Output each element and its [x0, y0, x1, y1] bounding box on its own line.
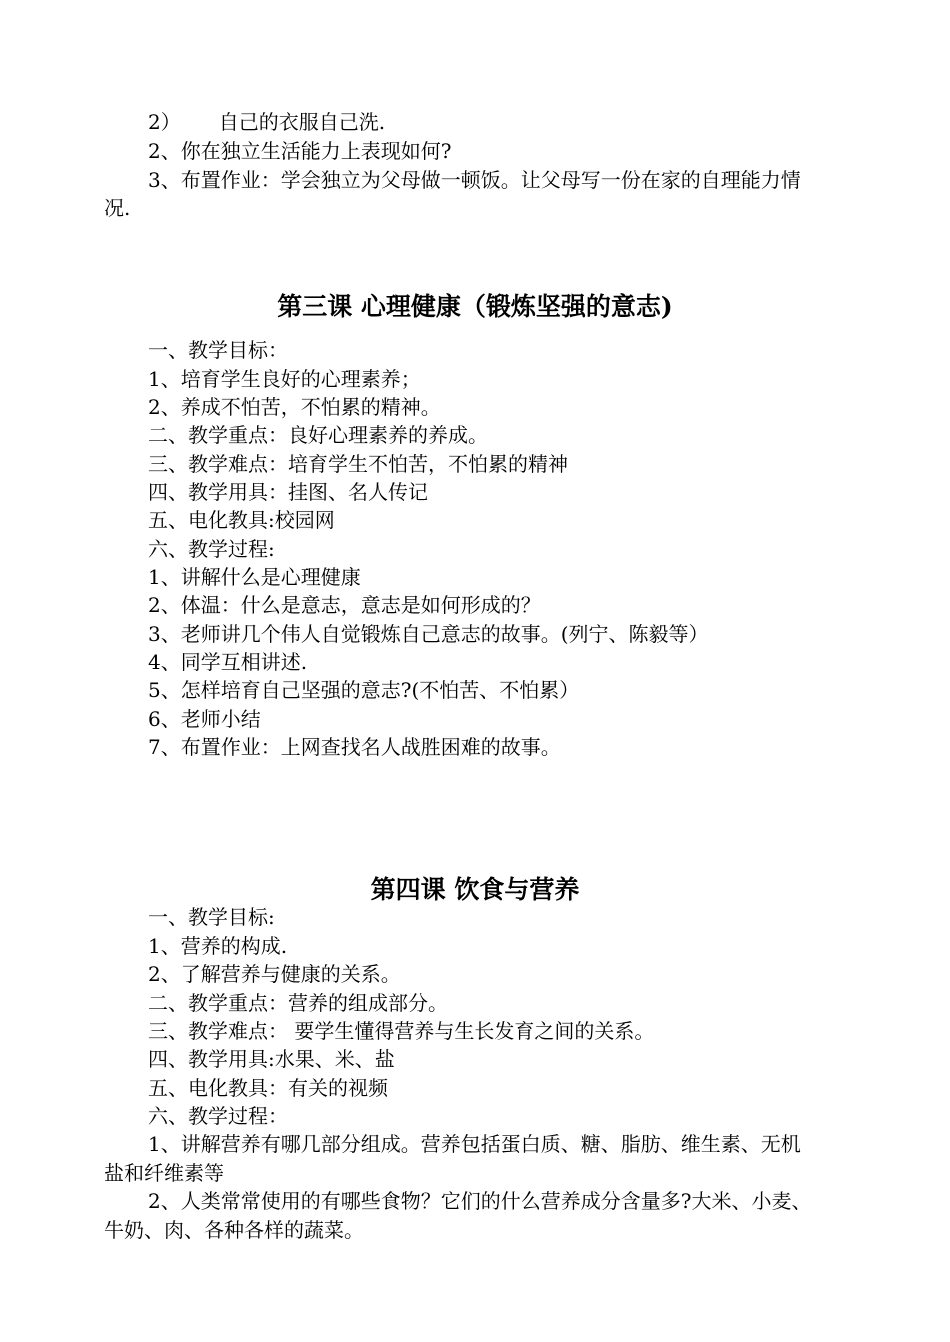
lesson4-line: 1、营养的构成.: [148, 934, 288, 958]
lesson4-paragraph-line-continued: 盐和纤维素等: [104, 1161, 224, 1185]
lesson3-line: 2、养成不怕苦，不怕累的精神。: [148, 395, 441, 419]
lesson3-line: 5、怎样培育自己坚强的意志?(不怕苦、不怕累）: [148, 678, 580, 702]
lesson3-line: 6、老师小结: [148, 707, 261, 731]
lesson3-line: 六、教学过程:: [148, 537, 275, 561]
lesson3-line: 7、布置作业：上网查找名人战胜困难的故事。: [148, 735, 561, 759]
lesson3-line: 2、体温：什么是意志，意志是如何形成的？: [148, 593, 541, 617]
lesson4-line: 五、电化教具：有关的视频: [148, 1076, 388, 1100]
lesson4-paragraph-line-continued: 牛奶、肉、各种各样的蔬菜。: [104, 1218, 364, 1242]
lesson3-line: 3、老师讲几个伟人自觉锻炼自己意志的故事。(列宁、陈毅等）: [148, 622, 709, 646]
lesson3-title: 第三课 心理健康（锻炼坚强的意志): [277, 292, 673, 321]
homework-line-continued: 况.: [104, 196, 131, 220]
lesson3-line: 一、教学目标：: [148, 338, 288, 362]
question-line: 2、你在独立生活能力上表现如何?: [148, 139, 452, 163]
lesson3-line: 1、培育学生良好的心理素养；: [148, 367, 421, 391]
lesson3-line: 二、教学重点：良好心理素养的养成。: [148, 423, 488, 447]
lesson4-line: 六、教学过程：: [148, 1104, 288, 1128]
lesson3-line: 4、同学互相讲述.: [148, 650, 308, 674]
lesson4-line: 三、教学难点： 要学生懂得营养与生长发育之间的关系。: [148, 1019, 655, 1043]
lesson4-paragraph-line: 1、讲解营养有哪几部分组成。营养包括蛋白质、糖、脂肪、维生素、无机: [148, 1132, 801, 1156]
lesson4-line: 四、教学用具:水果、米、盐: [148, 1047, 395, 1071]
lesson4-title: 第四课 饮食与营养: [370, 875, 580, 904]
list-item: [148, 108, 385, 136]
item-text: 自己的衣服自己洗.: [218, 110, 386, 134]
lesson3-line: 四、教学用具：挂图、名人传记: [148, 480, 428, 504]
homework-line: 3、布置作业：学会独立为父母做一顿饭。让父母写一份在家的自理能力情: [148, 168, 801, 192]
item-number: 2）: [148, 110, 181, 134]
lesson4-line: 二、教学重点：营养的组成部分。: [148, 991, 448, 1015]
lesson4-line: 2、了解营养与健康的关系。: [148, 962, 401, 986]
lesson3-line: 五、电化教具:校园网: [148, 508, 335, 532]
lesson4-line: 一、教学目标:: [148, 905, 275, 929]
lesson4-paragraph-line: 2、人类常常使用的有哪些食物？它们的什么营养成分含量多?大米、小麦、: [148, 1189, 812, 1213]
lesson3-line: 三、教学难点：培育学生不怕苦，不怕累的精神: [148, 452, 568, 476]
lesson3-line: 1、讲解什么是心理健康: [148, 565, 361, 589]
